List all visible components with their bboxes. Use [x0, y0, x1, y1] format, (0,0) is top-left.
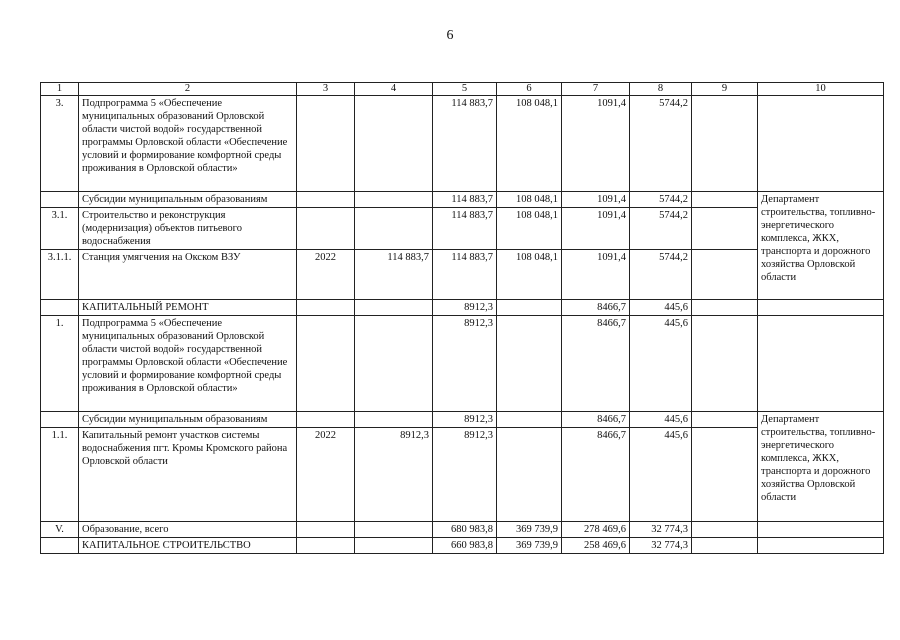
regional-cell: 1091,4 [562, 192, 630, 208]
local-cell: 5744,2 [630, 96, 692, 192]
regional-cell: 258 469,6 [562, 538, 630, 554]
row-name: Подпрограмма 5 «Обеспечение муниципальных образований Орловской области чистой водой» государственной программы Орловской области «Обеспечение условий и формирование комфортной среды проживания в Орловской области» [79, 316, 297, 412]
regional-cell: 8466,7 [562, 428, 630, 522]
local-cell: 445,6 [630, 316, 692, 412]
department-cell: Департамент строительства, топливно-энергетического комплекса, ЖКХ, транспорта и дорожного хозяйства Орловской области [758, 412, 884, 522]
table-row [41, 316, 884, 412]
row-number: 3. [41, 96, 79, 192]
year-cell [297, 412, 355, 428]
executor-cell [758, 538, 884, 554]
table-row [41, 300, 884, 316]
year-cell [297, 192, 355, 208]
regional-cell: 278 469,6 [562, 522, 630, 538]
executor-cell [758, 522, 884, 538]
row-name: Станция умягчения на Окском ВЗУ [79, 250, 297, 300]
col9-cell [692, 250, 758, 300]
cost-cell: 114 883,7 [355, 250, 433, 300]
row-number: 1. [41, 316, 79, 412]
federal-cell: 108 048,1 [497, 208, 562, 250]
regional-cell: 8466,7 [562, 300, 630, 316]
page-number: 6 [446, 28, 454, 43]
total-cell: 8912,3 [433, 412, 497, 428]
col9-cell [692, 412, 758, 428]
department-cell: Департамент строительства, топливно-энергетического комплекса, ЖКХ, транспорта и дорожного хозяйства Орловской области [758, 192, 884, 300]
row-number [41, 412, 79, 428]
table-row [41, 96, 884, 192]
total-cell: 8912,3 [433, 300, 497, 316]
row-name: Капитальный ремонт участков системы водоснабжения пгт. Кромы Кромского района Орловской области [79, 428, 297, 522]
col9-cell [692, 428, 758, 522]
cost-cell [355, 96, 433, 192]
header-cell: 7 [562, 83, 630, 96]
row-name: Подпрограмма 5 «Обеспечение муниципальных образований Орловской области чистой водой» государственной программы Орловской области «Обеспечение условий и формирование комфортной среды проживания в Орловской области» [79, 96, 297, 192]
row-name: Образование, всего [79, 522, 297, 538]
federal-cell: 369 739,9 [497, 522, 562, 538]
cost-cell [355, 316, 433, 412]
year-cell [297, 538, 355, 554]
year-cell [297, 96, 355, 192]
federal-cell [497, 316, 562, 412]
row-number: V. [41, 522, 79, 538]
col9-cell [692, 96, 758, 192]
executor-cell [758, 316, 884, 412]
row-name: Субсидии муниципальным образованиям [79, 412, 297, 428]
federal-cell: 108 048,1 [497, 250, 562, 300]
row-number: 1.1. [41, 428, 79, 522]
row-number: 3.1.1. [41, 250, 79, 300]
local-cell: 445,6 [630, 300, 692, 316]
year-cell [297, 316, 355, 412]
local-cell: 5744,2 [630, 208, 692, 250]
local-cell: 5744,2 [630, 192, 692, 208]
table-row [41, 538, 884, 554]
budget-table [40, 82, 884, 554]
cost-cell [355, 208, 433, 250]
federal-cell [497, 428, 562, 522]
year-cell [297, 300, 355, 316]
header-cell: 2 [79, 83, 297, 96]
col9-cell [692, 316, 758, 412]
header-cell: 6 [497, 83, 562, 96]
federal-cell: 108 048,1 [497, 192, 562, 208]
local-cell: 445,6 [630, 412, 692, 428]
row-number [41, 300, 79, 316]
table-row [41, 522, 884, 538]
cost-cell [355, 538, 433, 554]
total-cell: 114 883,7 [433, 250, 497, 300]
year-cell: 2022 [297, 250, 355, 300]
executor-cell [758, 300, 884, 316]
federal-cell: 108 048,1 [497, 96, 562, 192]
table-row [41, 208, 884, 250]
local-cell: 445,6 [630, 428, 692, 522]
regional-cell: 8466,7 [562, 316, 630, 412]
total-cell: 8912,3 [433, 316, 497, 412]
row-name: КАПИТАЛЬНЫЙ РЕМОНТ [79, 300, 297, 316]
local-cell: 32 774,3 [630, 522, 692, 538]
col9-cell [692, 208, 758, 250]
col9-cell [692, 300, 758, 316]
federal-cell [497, 300, 562, 316]
col9-cell [692, 192, 758, 208]
cost-cell [355, 522, 433, 538]
header-cell: 1 [41, 83, 79, 96]
total-cell: 660 983,8 [433, 538, 497, 554]
header-cell: 5 [433, 83, 497, 96]
total-cell: 114 883,7 [433, 192, 497, 208]
table-row [41, 412, 884, 428]
row-name: Строительство и реконструкция (модернизация) объектов питьевого водоснабжения [79, 208, 297, 250]
cost-cell [355, 192, 433, 208]
federal-cell: 369 739,9 [497, 538, 562, 554]
local-cell: 5744,2 [630, 250, 692, 300]
regional-cell: 1091,4 [562, 208, 630, 250]
column-number-row [41, 83, 884, 96]
header-cell: 9 [692, 83, 758, 96]
row-number [41, 538, 79, 554]
header-cell: 3 [297, 83, 355, 96]
col9-cell [692, 522, 758, 538]
year-cell [297, 208, 355, 250]
header-cell: 8 [630, 83, 692, 96]
cost-cell [355, 412, 433, 428]
total-cell: 8912,3 [433, 428, 497, 522]
federal-cell [497, 412, 562, 428]
year-cell: 2022 [297, 428, 355, 522]
total-cell: 114 883,7 [433, 208, 497, 250]
total-cell: 680 983,8 [433, 522, 497, 538]
cost-cell: 8912,3 [355, 428, 433, 522]
row-name: КАПИТАЛЬНОЕ СТРОИТЕЛЬСТВО [79, 538, 297, 554]
executor-cell [758, 96, 884, 192]
regional-cell: 8466,7 [562, 412, 630, 428]
row-number [41, 192, 79, 208]
header-cell: 10 [758, 83, 884, 96]
total-cell: 114 883,7 [433, 96, 497, 192]
row-name: Субсидии муниципальным образованиям [79, 192, 297, 208]
table-row [41, 192, 884, 208]
regional-cell: 1091,4 [562, 250, 630, 300]
table-row [41, 250, 884, 300]
table-row [41, 428, 884, 522]
cost-cell [355, 300, 433, 316]
regional-cell: 1091,4 [562, 96, 630, 192]
col9-cell [692, 538, 758, 554]
row-number: 3.1. [41, 208, 79, 250]
year-cell [297, 522, 355, 538]
header-cell: 4 [355, 83, 433, 96]
local-cell: 32 774,3 [630, 538, 692, 554]
